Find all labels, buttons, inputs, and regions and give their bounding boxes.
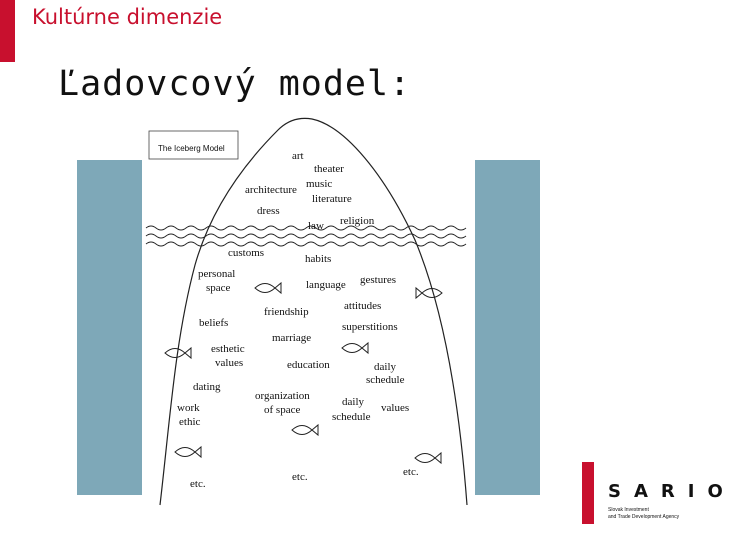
word-personal: personal (198, 268, 236, 280)
word-religion: religion (340, 215, 375, 227)
header-title: Kultúrne dimenzie (32, 5, 223, 29)
word-superstitions: superstitions (342, 321, 398, 333)
word-customs: customs (228, 247, 265, 259)
sario-subtitle (608, 507, 718, 521)
word-marriage: marriage (272, 332, 312, 344)
word-friendship: friendship (264, 306, 309, 318)
word-organization: organization (255, 390, 310, 402)
word-gestures: gestures (360, 274, 397, 286)
word-beliefs: beliefs (199, 317, 229, 329)
sario-logo: SARIO (608, 481, 736, 502)
word-music: music (306, 178, 333, 190)
word-daily-2: daily (342, 396, 364, 408)
word-law: law (308, 220, 324, 232)
word-habits: habits (305, 253, 332, 265)
word-daily: daily (374, 361, 396, 373)
word-etc-middle: etc. (292, 471, 308, 483)
word-dating: dating (193, 381, 221, 393)
word-theater: theater (314, 163, 344, 175)
word-work: work (177, 402, 200, 414)
word-art: art (292, 150, 304, 162)
slide-title: Ľadovcový model: (58, 64, 412, 104)
word-space: space (206, 282, 231, 294)
word-dress: dress (257, 205, 280, 217)
word-etc-left: etc. (190, 478, 206, 490)
word-architecture: architecture (245, 184, 297, 196)
word-ethic: ethic (179, 416, 201, 428)
iceberg-title: The Iceberg Model (158, 144, 225, 153)
word-schedule-2: schedule (332, 411, 371, 423)
word-etc-right: etc. (403, 466, 419, 478)
word-schedule: schedule (366, 374, 405, 386)
word-literature: literature (312, 193, 352, 205)
word-values-2: values (381, 402, 410, 414)
sario-subtitle-line: and Trade Development Agency (608, 514, 680, 520)
word-of-space: of space (264, 404, 301, 416)
word-language: language (306, 279, 346, 291)
word-esthetic: esthetic (211, 343, 245, 355)
sario-accent-bar (582, 462, 594, 524)
word-attitudes: attitudes (344, 300, 382, 312)
sario-subtitle-line: Slovak Investment (608, 507, 649, 513)
word-values: values (215, 357, 244, 369)
word-education: education (287, 359, 330, 371)
